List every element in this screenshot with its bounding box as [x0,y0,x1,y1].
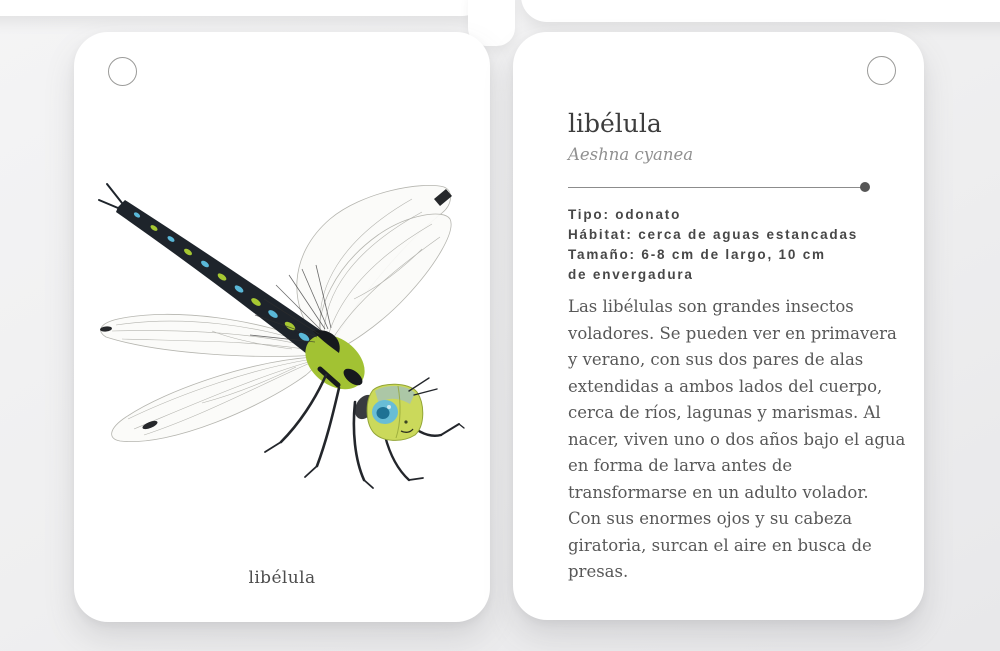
dragonfly-illustration [92,178,472,490]
punch-hole [108,57,137,86]
scientific-name: Aeshna cyanea [568,145,694,164]
front-card-name-label: libélula [248,568,316,588]
divider-rule [568,182,870,192]
species-title: libélula [568,109,662,138]
tail-cerci [99,184,122,208]
divider-line [568,187,861,188]
species-description: Las libélulas son grandes insectos voladores. Se pueden ver en primavera y verano, con sus dos pares de alas extendidas a ambos lados del cuerpo, cerca de ríos, lagunas y marismas. Al nacer, viven uno o dos años bajo el agua en forma de larva antes de transformarse en un adulto volador. Con sus enormes ojos y su cabeza giratoria, surcan el aire en busca de presas. [568,297,906,581]
fact-size-line2: de envergadura [568,267,694,282]
dragonfly-legs [265,375,464,488]
fact-type: Tipo: odonato [568,207,682,222]
punch-hole [867,56,896,85]
background-card-edge-left [0,0,488,16]
fact-habitat: Hábitat: cerca de aguas estancadas [568,227,859,242]
back-card-content [568,108,908,586]
fact-size-line1: Tamaño: 6-8 cm de largo, 10 cm [568,247,826,262]
flashcard-front [74,32,490,622]
dragonfly-head [367,378,437,440]
facts-block [568,205,908,285]
background-card-edge-right [521,0,1000,22]
flashcard-back [513,32,924,620]
divider-end-dot [860,182,870,192]
